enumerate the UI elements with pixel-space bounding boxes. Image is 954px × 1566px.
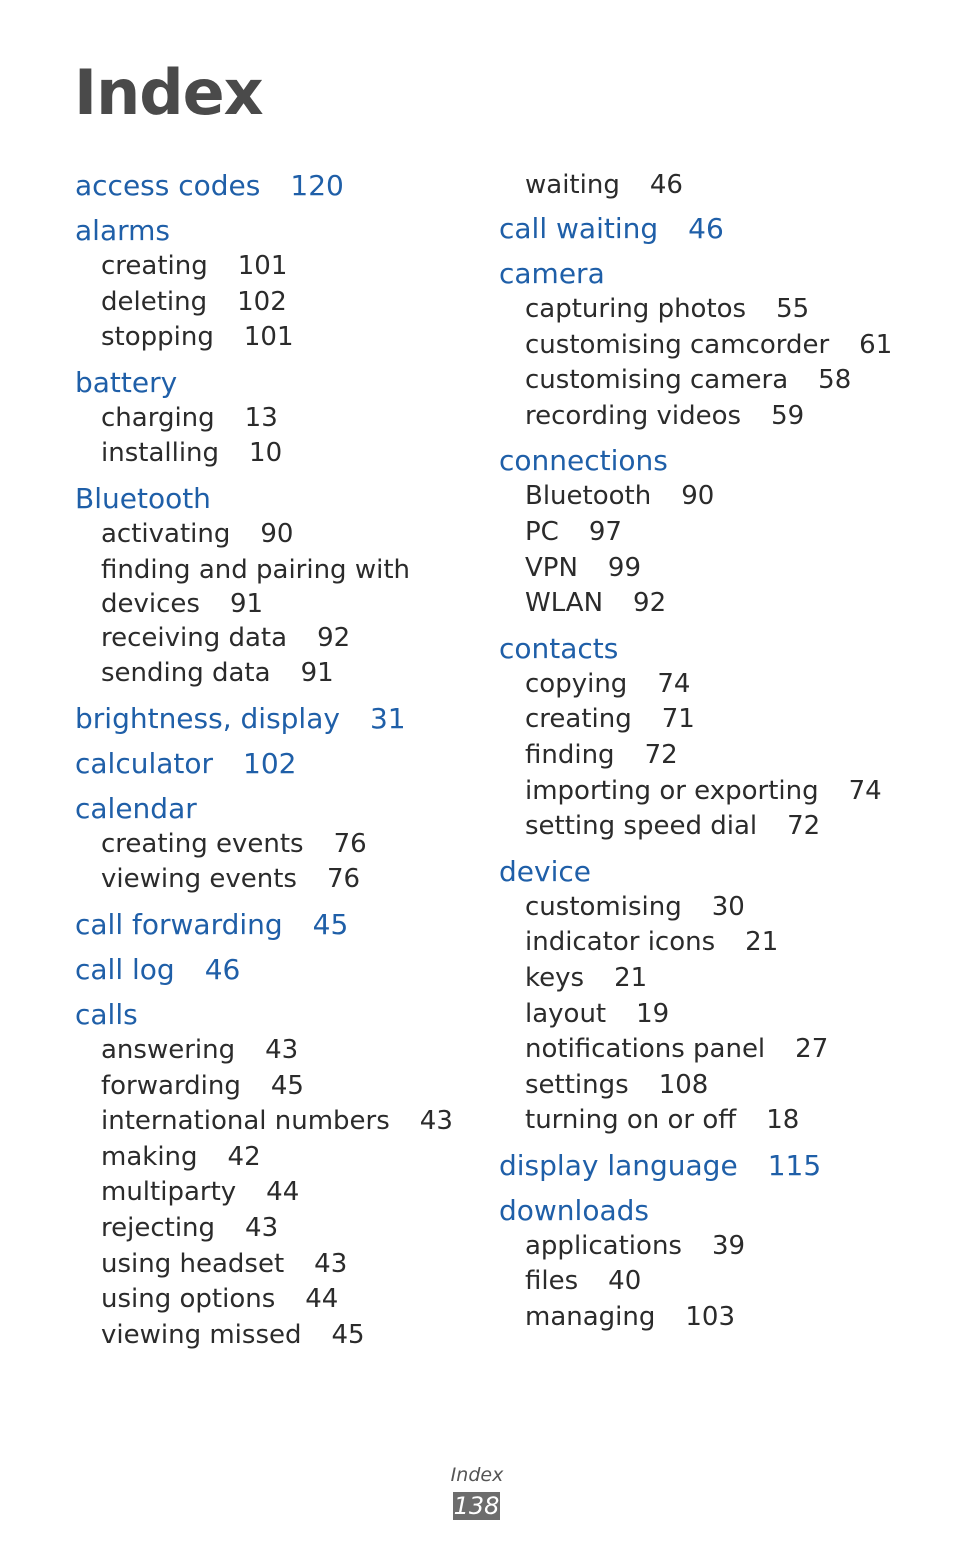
heading-text: brightness, display: [75, 701, 340, 735]
heading-text: access codes: [75, 169, 261, 202]
page-number: 43: [265, 1034, 299, 1065]
page-number: 46: [649, 170, 683, 200]
subentry-text: creating events: [101, 828, 304, 859]
index-heading[interactable]: [499, 854, 919, 890]
heading-text: call forwarding: [75, 907, 283, 941]
subentry-text: international numbers: [101, 1106, 390, 1137]
index-heading[interactable]: [75, 952, 495, 988]
index-subentry[interactable]: [499, 515, 919, 551]
page-number: 61: [859, 329, 893, 360]
index-subentry[interactable]: [499, 586, 919, 622]
subentry-text: importing or exporting: [525, 775, 819, 806]
page-number: 44: [266, 1177, 300, 1208]
index-entry-display-language: [499, 1148, 919, 1184]
page-number: 74: [657, 668, 691, 699]
heading-text: camera: [499, 257, 605, 290]
page-number: 91: [229, 588, 264, 619]
index-entry-bluetooth: [75, 481, 495, 692]
index-entry-calculator: [75, 746, 495, 782]
heading-text: calls: [75, 997, 138, 1031]
heading-text: alarms: [75, 214, 170, 247]
subentry-text: VPN: [525, 552, 578, 583]
index-subentry[interactable]: [75, 249, 495, 285]
page-number: 101: [243, 322, 294, 353]
subentry-text: stopping: [101, 322, 214, 353]
page-number: 72: [644, 739, 678, 770]
subentry-text: customising camcorder: [525, 329, 830, 360]
page-number: 90: [260, 518, 294, 549]
heading-text: contacts: [499, 631, 619, 665]
heading-text: device: [499, 854, 591, 888]
index-subentry[interactable]: [75, 1318, 495, 1354]
subentry-text: copying: [525, 668, 628, 699]
subentry-text: creating: [525, 704, 632, 735]
index-subentry[interactable]: [499, 961, 919, 997]
subentry-text: PC: [525, 516, 559, 547]
page-number: 21: [614, 962, 648, 993]
subentry-text: forwarding: [101, 1070, 241, 1101]
index-entry-brightness-display: [75, 701, 495, 737]
heading-text: call log: [75, 952, 175, 986]
subentry-text: setting speed dial: [525, 811, 758, 842]
index-subentry[interactable]: [75, 1247, 495, 1283]
index-heading[interactable]: [75, 746, 495, 782]
page-number: 72: [787, 811, 821, 842]
index-heading[interactable]: [499, 443, 919, 479]
heading-text: calendar: [75, 791, 197, 825]
heading-text: call waiting: [499, 212, 659, 245]
page-number: 120: [290, 169, 344, 202]
page-number: 21: [745, 927, 779, 958]
index-subentry[interactable]: [499, 997, 919, 1033]
subentry-text: finding and pairing with devices: [101, 554, 410, 619]
page-number: 71: [661, 704, 695, 735]
page-number: 76: [326, 864, 361, 895]
index-heading[interactable]: [75, 168, 495, 204]
index-subentry[interactable]: [75, 436, 495, 472]
index-subentry[interactable]: [499, 667, 919, 703]
page-number: 97: [588, 516, 622, 547]
heading-text: connections: [499, 444, 668, 478]
index-subentry[interactable]: [499, 363, 919, 399]
page-number: 45: [312, 907, 349, 941]
page-number: 90: [681, 481, 715, 512]
index-heading[interactable]: [75, 791, 495, 827]
index-subentry[interactable]: [75, 1033, 495, 1069]
index-column-left: [75, 168, 495, 1353]
index-subentry[interactable]: [499, 1068, 919, 1104]
index-heading[interactable]: [75, 213, 495, 249]
index-subentry[interactable]: [499, 1103, 919, 1139]
page-number: 43: [314, 1248, 348, 1279]
index-subentry[interactable]: [499, 774, 919, 810]
subentry-text: receiving data: [101, 622, 288, 653]
index-subentry[interactable]: [75, 553, 421, 621]
page-number: 91: [300, 658, 334, 689]
subentry-text: answering: [101, 1034, 236, 1065]
heading-text: Bluetooth: [75, 481, 211, 515]
subentry-text: deleting: [101, 286, 208, 317]
index-column-right: [499, 168, 919, 1336]
index-subentry[interactable]: [499, 890, 919, 926]
page-number: 18: [766, 1105, 800, 1136]
index-heading[interactable]: [75, 701, 495, 737]
page-number: 13: [244, 402, 278, 433]
subentry-text: applications: [525, 1230, 682, 1261]
index-subentry[interactable]: [75, 621, 495, 657]
index-entry-call-forwarding: [75, 907, 495, 943]
subentry-text: turning on or off: [525, 1105, 737, 1136]
page-number: 40: [608, 1266, 642, 1297]
index-heading[interactable]: [499, 1193, 919, 1229]
subentry-text: making: [101, 1141, 198, 1172]
page-number: 46: [688, 212, 724, 245]
subentry-text: using options: [101, 1284, 276, 1315]
index-subentry[interactable]: [75, 401, 495, 437]
subentry-text: multiparty: [101, 1177, 237, 1208]
subentry-text: viewing events: [101, 864, 297, 895]
index-heading[interactable]: [75, 997, 495, 1033]
page-number: 45: [331, 1319, 365, 1350]
page-number: 43: [245, 1212, 279, 1243]
index-subentry[interactable]: [499, 479, 919, 515]
page-number: 43: [419, 1106, 453, 1137]
index-subentry[interactable]: [499, 809, 919, 845]
index-entry-calls: [75, 997, 495, 1353]
index-heading[interactable]: [75, 365, 495, 401]
index-heading[interactable]: [499, 631, 919, 667]
subentry-text: charging: [101, 402, 215, 433]
index-subentry[interactable]: [499, 328, 919, 364]
heading-text: battery: [75, 365, 178, 399]
index-entry-downloads: [499, 1193, 919, 1336]
index-subentry[interactable]: [75, 656, 495, 692]
page-title: Index: [74, 56, 263, 129]
index-subentry[interactable]: [75, 1175, 495, 1211]
page-number: 45: [270, 1070, 304, 1101]
index-subentry[interactable]: [75, 517, 495, 553]
index-subentry[interactable]: [499, 702, 919, 738]
subentry-text: capturing photos: [525, 294, 747, 324]
page-number: 102: [237, 286, 287, 317]
page-number: 108: [658, 1069, 709, 1100]
index-subentry[interactable]: [499, 1264, 919, 1300]
page-number: 46: [204, 952, 241, 986]
index-subentry-continued: [499, 168, 919, 203]
footer-section-label: Index: [450, 1464, 504, 1486]
index-subentry[interactable]: [499, 925, 919, 961]
index-heading[interactable]: [499, 1148, 919, 1184]
heading-text: downloads: [499, 1193, 649, 1227]
page-number: 92: [317, 622, 351, 653]
index-entry-contacts: [499, 631, 919, 845]
subentry-text: recording videos: [525, 400, 742, 431]
index-subentry[interactable]: [499, 1032, 919, 1068]
page-number: 19: [636, 998, 670, 1029]
page-number: 55: [776, 294, 810, 324]
index-subentry[interactable]: [75, 1104, 495, 1140]
heading-text: display language: [499, 1148, 738, 1182]
subentry-text: customising camera: [525, 365, 789, 396]
page-number: 115: [767, 1148, 822, 1182]
index-entry-battery: [75, 365, 495, 472]
index-entry-alarms: [75, 213, 495, 356]
footer-page-number: 138: [453, 1492, 500, 1520]
subentry-text: sending data: [101, 658, 271, 689]
subentry-text: activating: [101, 518, 231, 549]
page-number: 59: [771, 400, 805, 431]
index-entry-access-codes: [75, 168, 495, 204]
index-subentry[interactable]: [499, 292, 919, 328]
index-subentry[interactable]: [75, 1211, 495, 1247]
index-subentry[interactable]: [75, 285, 495, 321]
index-subentry[interactable]: [499, 1300, 919, 1336]
index-subentry[interactable]: [499, 738, 919, 774]
subentry-text: finding: [525, 739, 615, 770]
index-heading[interactable]: [499, 211, 919, 247]
index-subentry[interactable]: [75, 1069, 495, 1105]
index-subentry[interactable]: [75, 320, 495, 356]
index-heading[interactable]: [499, 256, 919, 292]
page-number: 31: [369, 701, 406, 735]
page-number: 102: [243, 746, 297, 780]
subentry-text: viewing missed: [101, 1319, 302, 1350]
page-number: 27: [795, 1034, 829, 1065]
page-number: 42: [227, 1141, 261, 1172]
subentry-text: managing: [525, 1302, 656, 1333]
page-number: 10: [249, 438, 283, 469]
subentry-text: layout: [525, 998, 607, 1029]
page-number: 101: [237, 251, 288, 281]
page-number: 39: [711, 1230, 746, 1261]
subentry-text: creating: [101, 251, 208, 281]
page-number: 103: [685, 1302, 736, 1333]
index-entry-call-log: [75, 952, 495, 988]
subentry-text: WLAN: [525, 588, 604, 619]
subentry-text: settings: [525, 1069, 629, 1100]
index-subentry[interactable]: [499, 399, 919, 435]
index-subentry[interactable]: [75, 1282, 495, 1318]
page-number: 92: [633, 588, 667, 619]
index-heading[interactable]: [75, 481, 495, 517]
index-subentry[interactable]: [75, 862, 495, 898]
subentry-text: Bluetooth: [525, 481, 652, 512]
page-number: 30: [711, 891, 745, 922]
subentry-text: keys: [525, 962, 585, 993]
index-heading[interactable]: [75, 907, 495, 943]
heading-text: calculator: [75, 746, 214, 780]
index-entry-calendar: [75, 791, 495, 898]
page-number: 99: [607, 552, 642, 583]
page-number: 76: [333, 828, 367, 859]
index-subentry[interactable]: [75, 827, 495, 863]
index-subentry[interactable]: [499, 551, 919, 587]
subentry-text: indicator icons: [525, 927, 716, 958]
index-subentry[interactable]: [499, 1229, 919, 1265]
index-entry-device: [499, 854, 919, 1139]
index-entry-call-waiting: [499, 211, 919, 247]
index-entry-connections: [499, 443, 919, 621]
subentry-text: waiting: [525, 170, 620, 200]
index-subentry[interactable]: [75, 1140, 495, 1176]
page-number: 44: [305, 1284, 339, 1315]
subentry-text: using headset: [101, 1248, 285, 1279]
page-number: 58: [818, 365, 852, 396]
subentry-text: installing: [101, 438, 220, 469]
subentry-text: rejecting: [101, 1212, 216, 1243]
subentry-text: notifications panel: [525, 1034, 766, 1065]
page-number: 74: [848, 775, 882, 806]
subentry-text: files: [525, 1266, 579, 1297]
index-entry-camera: [499, 256, 919, 434]
subentry-text: customising: [525, 891, 682, 922]
